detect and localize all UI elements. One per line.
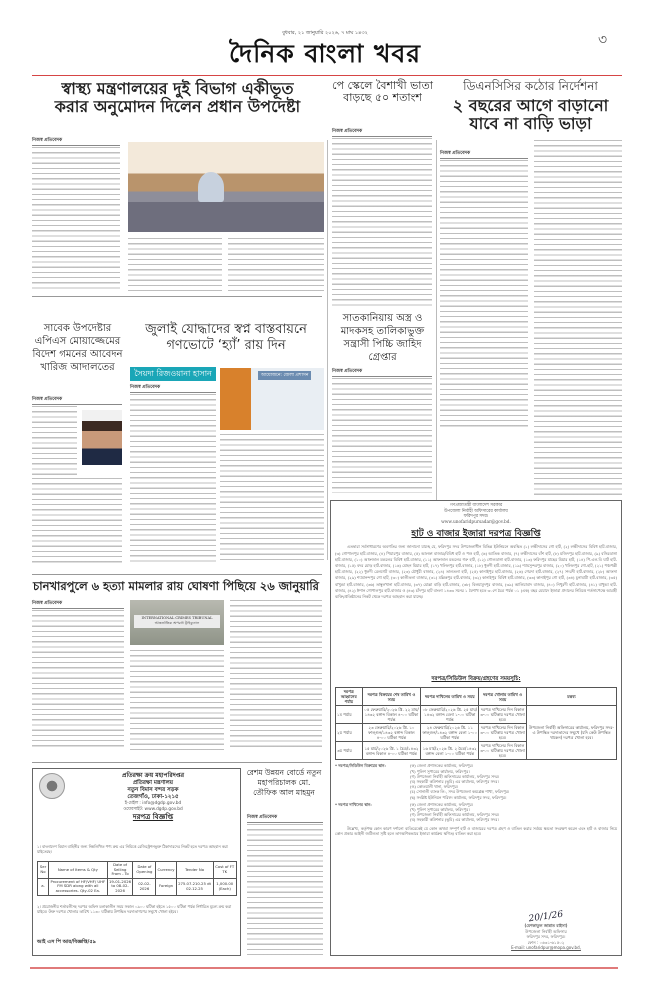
silk-body (247, 824, 323, 956)
schedule-cell: ০৮ ফেব্রুয়ারি/২০২৬ খ্রি. ২৫ মাঘ/১৪৩২ বঙ্গাব্দ বেলা ১-০০ ঘটিকা পর্যন্ত (422, 707, 478, 723)
sale-place-item: (চ) সোনালী ব্যাংক লি:, সদর উপজেলা কমপ্লেক্স শাখা, ফরিদপুর। (410, 789, 510, 795)
sale-places-block (335, 763, 617, 799)
dgdp-tender-ad (32, 768, 241, 956)
dgdp-address2: তেজগাঁও, ঢাকা-১২১৫ (127, 794, 179, 800)
hat-office: উপজেলা নির্বাহী অফিসারের কার্যালয় (444, 508, 508, 514)
sale-place-item: (ছ) সংশ্লিষ্ট ইউনিয়ন পরিষদ কার্যালয়, ফরিদপুর সদর, ফরিদপুর। (410, 794, 507, 800)
lead-headline-line1: স্বাস্থ্য মন্ত্রণালয়ের দুই বিভাগ একীভূত (61, 79, 294, 98)
schedule-header: মন্তব্য (526, 688, 616, 706)
lead-headline[interactable] (30, 80, 325, 115)
sale-place-item: (ঘ) সহকারী কমিশনার (ভূমি) এর কার্যালয়, ফরিদপুর সদর। (410, 778, 499, 784)
july-headline-line2: গণভোটে ‘হ্যাঁ’ রায় দিন (166, 338, 286, 353)
dgdp-table-row (38, 878, 237, 895)
dgdp-ref: আই এস পি আর/বিজ্ঞপ্তি/৫৯ (37, 939, 96, 945)
dgdp-title: দরপত্র বিজ্ঞপ্তি (132, 813, 174, 822)
sale-place-item: (ঙ) কোতয়ালী থানা, ফরিদপুর। (410, 784, 459, 790)
chankharpul-body-col3 (230, 600, 322, 750)
schedule-header: দরপত্র দাখিলের তারিখ ও সময় (421, 688, 479, 706)
sale-place-item: (গ) উপজেলা নির্বাহী অফিসারের কার্যালয়, ফরিদপুর সদর। (410, 773, 500, 779)
tribunal-sign: INTERNATIONAL CRIMES TRIBUNAL আন্তর্জাতিক অপরাধ ট্রাইব্যুনাল (134, 615, 220, 628)
lead-byline: নিজস্ব প্রতিবেদক (32, 137, 120, 146)
dncc-headline[interactable] (438, 97, 623, 132)
sale-place-item: (ক) জেলা প্রশাসকের কার্যালয়, ফরিদপুর। (410, 763, 474, 769)
schedule-table (335, 687, 617, 760)
schedule-cell: ২৪ ফেব্রুয়ারি/২০২৬ খ্রি. ১১ ফাল্গুন/১৪৩২ বঙ্গাব্দ বেলা ১-০০ ঘটিকা পর্যন্ত (422, 725, 478, 741)
photo-banner-text: আয়োজনে: জেলা প্রশাসন (258, 371, 311, 380)
lead-body-col2 (128, 238, 222, 292)
dgdp-para2: ২। প্রয়োজনীয় শর্তাবলীসহ দরপত্র অফিস চলাকালীন সময় সকাল ০৯০০ ঘটিকা হইতে ১৫০০ ঘটিকা পর্যন্ত নির্ধারিত মূল্যে ক্রয় করা যাইবে। উক্ত দরপত্র খোলার তারিখ ১১৩০ ঘটিকায় উপস্থিত দরদাতাগণের সম্মুখে খোলা হইবে। (37, 904, 232, 914)
dgdp-table-header: Ser No (38, 862, 49, 879)
masthead-logo: দৈনিক বাংলা খবর (228, 39, 422, 68)
satkania-byline: নিজস্ব প্রতিবেদক (332, 368, 432, 377)
dgdp-table-cell: a. (38, 878, 49, 895)
signer-title: উপজেলা নির্বাহী অফিসার (525, 928, 567, 934)
signer-name: (মেশকাতুল জান্নাত রাইসা) (524, 923, 568, 929)
dgdp-address1: নতুন বিমান বন্দর সড়ক (127, 787, 179, 793)
dgdp-table-cell: Foreign (156, 878, 176, 895)
column-divider (327, 140, 328, 560)
schedule-cell: দরপত্র দাখিলের দিন বিকাল ৩-০০ ঘটিকায় দরপত্র খোলা হবে। (480, 725, 525, 741)
schedule-header: দরপত্র আহ্বানের পর্যায় (336, 688, 363, 706)
schedule-cell: ১ম পর্যায় (336, 706, 363, 724)
sale-label: * দরপত্র/সিডিউল বিক্রয়ের স্থান: (335, 763, 386, 769)
satkania-headline[interactable]: সাতকানিয়ায় অস্ত্র ও মাদকসহ তালিকাভুক্ত সন্ত্রাসী পিচ্চি জাহিদ গ্রেপ্তার (340, 313, 425, 363)
schedule-cell: ২৩ ফেব্রুয়ারি/২০২৬ খ্রি. ১০ ফাল্গুন/১৪৩২ বঙ্গাব্দ বিকাল ৪-০০ ঘটিকা পর্যন্ত (362, 724, 421, 742)
submit-place-item: (গ) উপজেলা নির্বাহী অফিসারের কার্যালয়, ফরিদপুর সদর। (410, 812, 500, 818)
schedule-cell: ০৫ ফেব্রুয়ারি/২০২৬ খ্রি. ২২ মাঘ/১৪৩২ বঙ্গাব্দ বিকাল ৪-০০ ঘটিকা পর্যন্ত (362, 706, 421, 724)
dgdp-table-header: Date of Selling From - To (107, 862, 133, 879)
tribunal-photo (130, 600, 224, 645)
july-byline: নিজস্ব প্রতিবেদক (130, 384, 216, 393)
dateline: বুধবার, ২১ জানুয়ারি ২০২৬, ৭ মাঘ ১৪৩২ (282, 30, 368, 36)
section-divider (32, 762, 322, 763)
dgdp-table-cell: Procurement of HF/VHF/ UHF FM SDR along with all accessories. Qty-02 Ea. (49, 878, 108, 895)
aps-portrait (82, 410, 122, 465)
lead-body-col3 (228, 238, 324, 292)
dncc-headline-line2: যাবে না বাড়ি ভাড়া (469, 113, 592, 133)
dgdp-table-header: Cost of FT TK (213, 862, 237, 879)
sale-place-item: (খ) পুলিশ সুপারের কার্যালয়, ফরিদপুর। (410, 768, 470, 774)
dgdp-table-header: Name of Items & Qty (49, 862, 108, 879)
hat-note: উল্লেখ্য, কর্তৃপক্ষ কোন কারণ দর্শানো ব্যতিরেকেই যে কোন অথবা সম্পূর্ণ হাট ও বাজারের দরপত্র গ্রহণ ও বাতিল করার সর্বময় ক্ষমতা সংরক্ষণ করেন এবং হাট ও বাজার নিয়ে কোন প্রকার আইনী জটিলতা সৃষ্টি হলে তাৎক্ষণিকভাবে ইজারা কার্যক্রম স্থগিত/ বাতিল করা হবে। (335, 825, 617, 837)
bottom-rule (30, 967, 618, 969)
schedule-header: দরপত্র খোলার তারিখ ও সময় (479, 688, 527, 706)
boishakhi-byline: নিজস্ব প্রতিবেদক (332, 128, 432, 137)
schedule-header: দরপত্র বিক্রয়ের শেষ তারিখ ও সময় (362, 688, 421, 706)
dgdp-emblem-icon (39, 773, 65, 799)
schedule-cell: ১৬ মার্চ/২০২৬ খ্রি. ২ চৈত্র/১৪৩২ বঙ্গাব্দ বেলা ১-০০ ঘটিকা পর্যন্ত (421, 742, 479, 760)
dgdp-table-cell: 02-02-2026 (133, 878, 156, 895)
satkania-body (332, 378, 432, 493)
schedule-title: দরপত্র/সিডিউল বিক্রয়/গ্রহণের সময়সূচি: (431, 676, 521, 683)
submit-place-item: (খ) পুলিশ সুপারের কার্যালয়, ফরিদপুর। (410, 807, 470, 812)
dgdp-table-header: Currency (156, 862, 176, 879)
dgdp-table-header: Date of Opening (133, 862, 156, 879)
aps-body (32, 478, 122, 563)
hat-title: হাট ও বাজার ইজারা দরপত্র বিজ্ঞপ্তি (411, 529, 541, 540)
schedule-cell: ২য় পর্যায় (336, 724, 363, 742)
july-photo (220, 368, 324, 430)
boishakhi-headline[interactable]: পে স্কেলে বৈশাখী ভাতা বাড়ছে ৫০ শতাংশ (332, 79, 433, 105)
chankharpul-body-col2 (130, 650, 224, 750)
masthead-rule (32, 75, 622, 76)
chankharpul-byline: নিজস্ব প্রতিবেদক (32, 600, 124, 609)
dncc-kicker: ডিএনসিসির কঠোর নির্দেশনা (463, 79, 598, 93)
july-body-col2 (220, 434, 324, 564)
aps-headline[interactable]: সাবেক উপদেষ্টার এপিএস মোয়াজ্জেমের বিদেশ গমনের আবেদন খারিজ আদালতের (32, 323, 123, 373)
photo-person (198, 172, 224, 202)
submit-place-item: (ঘ) সহকারী কমিশনার (ভূমি) এর কার্যালয়, ফরিদপুর সদর। (410, 817, 499, 823)
lead-headline-line2: করার অনুমোদন দিলেন প্রধান উপদেষ্টা (54, 96, 301, 116)
july-headline-line1: জুলাই যোদ্ধাদের স্বপ্ন বাস্তবায়নে (145, 322, 307, 337)
signer-phone: ফোন : ০৬৩১-৬১৫০২ (527, 939, 565, 945)
hat-place: ফরিদপুর সদর। (463, 514, 489, 520)
signature: 20/1/26 (528, 909, 564, 925)
aps-body-wrap (32, 406, 77, 476)
dgdp-table-cell: 19-01-2026 to 08-02-2026 (107, 878, 133, 895)
submit-label: * দরপত্র দাখিলের স্থান: (335, 801, 372, 807)
dgdp-website[interactable]: ওয়েবসাইট: www.dgdp.gov.bd (123, 806, 183, 812)
hat-bazar-tender-ad (330, 500, 622, 956)
dncc-headline-line1: ২ বছরের আগে বাড়ানো (452, 96, 609, 115)
dgdp-org: প্রতিরক্ষা ক্রয় মহাপরিদপ্তর (121, 772, 185, 779)
section-divider (32, 296, 322, 297)
silk-headline[interactable]: রেশম উন্নয়ন বোর্ডে নতুন মহাপরিচালক মো. তৌফিক আল মাহমুন (246, 768, 322, 797)
silk-byline: নিজস্ব প্রতিবেদক (247, 814, 323, 823)
dgdp-table-header: Tender No (176, 862, 213, 879)
boishakhi-body (332, 138, 432, 308)
dncc-byline: নিজস্ব প্রতিবেদক (440, 150, 528, 159)
schedule-cell: ১৫ মার্চ/২০২৬ খ্রি. ১ চৈত্র/১৪৩২ বঙ্গাব্দ বিকাল ৪-০০ ঘটিকা পর্যন্ত (362, 742, 421, 760)
lead-photo (128, 142, 324, 232)
page-number: ৩ (598, 32, 608, 48)
dgdp-table-cell: 1,000.00 (Each) (213, 878, 237, 895)
author-banner: সৈয়দা রিজওয়ানা হাসান (130, 367, 216, 381)
chankharpul-headline[interactable]: চানখারপুলে ৬ হত্যা মামলার রায় ঘোষণা পিছিয়ে ২৬ জানুয়ারি (33, 579, 319, 593)
schedule-cell: দরপত্র দাখিলের দিন বিকাল ৩-০০ ঘটিকায় দরপত্র খোলা হবে। (480, 743, 525, 759)
submit-places-block (335, 802, 617, 823)
aps-byline: নিজস্ব প্রতিবেদক (32, 396, 122, 405)
dgdp-email[interactable]: ই-মেইল : info@dgdp.gov.bd (124, 801, 182, 806)
lead-body-col1 (32, 147, 120, 292)
schedule-remark: উপজেলা নির্বাহী অফিসারের কার্যালয়, ফরিদপুর সদর-এ উপস্থিত দরদাতাদের সম্মুখে (যদি কেউ উপস্থিত থাকেন) দরপত্র খোলা হবে। (526, 706, 616, 760)
july-headline[interactable] (128, 322, 324, 354)
submit-place-item: (ক) জেলা প্রশাসকের কার্যালয়, ফরিদপুর। (410, 801, 474, 807)
schedule-row (336, 706, 617, 724)
july-body-col1 (130, 394, 216, 564)
dgdp-ministry: প্রতিরক্ষা মন্ত্রণালয় (133, 780, 173, 786)
section-divider (32, 574, 322, 575)
hat-body: এতদ্বারা সর্বসাধারণের অবগতির জন্য জানানো যাচ্ছে যে, ফরিদপুর সদর উপজেলাধীন বিভিন্ন ইউনিয়নে অবস্থিত (১) লক্ষীদাসের গো হাট, (২) লক্ষীদাসের বিবিধ হাট-বাজার, (৩) গোপালপুর হাট-বাজার, (৪) পিয়ারপুর বাজার, (৫) আলফা বাজার/বিবিধ হাট ও পশু হাট, (৬) আতিক বাজার, (৭) লক্ষীদাসের বাঁশ হাট, (৮) মজিদপুর হাট-বাজার, (৯) বসিরডাঙ্গা হাট-বাজার, (১০) আফজাল মন্ডলের বিবিধ হাট-বাজার, (১১) আফজাল মন্ডলের গরু হাট, (১২) গোলডাঙ্গা হাট-বাজার, (১৩) ফরিদপুর মাছের মিয়ার হাট, (১৪) পি.এল.বি ঘাট হাট-বাজার, (১৫) বদর মোড় হাট-বাজার, (১৬) মোহন মিয়ার হাট, (১৭) খলিলপুর হাট-বাজার, (১৮) ধুলদী হাট-বাজার, (১৯) শ্যামসুন্দরপুর বাজার, (২০) খলিলপুর গো-হাট, (২১) পঞ্চপল্লী হাট-বাজার, (২২) ধুলদী রেলগেট বাজার, (২৩) চৌধুরী বাজার, (২৪) তালতলা হাট, (২৫) কানাইপুর হাট-বাজার, (২৬) গেরদা হাট-বাজার, (২৭) সদরদী হাট-বাজার, (২৮) আফসা বাজার, (২৯) শ্যামানন্দপুর গো হাট, (৩০) কালীতলা বাজার, (৩১) মল্লিকপুর হাট-বাজার, (৩২) কানাইপুর বিবিধ হাট-বাজার, (৩৩) কানাইপুর গো হাট, (৩৪) চুনাঘাটা হাট-বাজার, (৩৫) বাখুন্ডা হাট-বাজার, (৩৬) তাম্বুলখানা হাট-বাজার, (৩৭) মোল্লা বাড়ি হাট-বাজার, (৩৮) বিলমামুদপুর বাজার, (৩৯) আলিয়াবাদ বাজার, (৪০) নিখুরদী হাট-বাজার, (৪১) বাখুন্ডা হাট-বাজার, (৪২) ঈশান গোপালপুর হাট-বাজার ও (৪৩) চাঁদপুর হাট বাংলা ১৪৩৩ সনের ১ বৈশাখ হতে ৩০শে চৈত্র পর্যন্ত ০১ (এক) বছর মেয়াদে ইজারা প্রদানের নিমিত্তে শর্তসাপেক্ষে আগ্রহী ব্যক্তি/প্রতিষ্ঠানের নিকট থেকে দরপত্র আহবান করা যাচ্ছে। (335, 544, 617, 599)
dncc-body-col1 (440, 160, 528, 430)
dgdp-para1: ১। বাংলাদেশ বিমান বাহিনীর জন্য নিম্নলিখিত পণ্য ক্রয় এর নিমিত্তে রেজিস্ট্রেশনভুক্ত ঠিকাদারদের নিকট হতে দরপত্র আহবান করা যাইতেছে। (37, 844, 228, 854)
dgdp-table-cell: 275.07.210.25 dt 02.12.25 (176, 878, 213, 895)
hat-govt: গণপ্রজাতন্ত্রী বাংলাদেশ সরকার (449, 503, 503, 508)
signer-place: ফরিদপুর সদর, ফরিদপুর। (526, 934, 566, 940)
dncc-body-col2 (534, 140, 622, 495)
dgdp-table (37, 861, 237, 896)
schedule-cell: ৩য় পর্যায় (336, 742, 363, 760)
signer-email[interactable]: E-mail: unofaridpur@mopa.gov.bd, (511, 945, 581, 951)
schedule-cell: দরপত্র দাখিলের দিন বিকাল ৩-০০ ঘটিকায় দরপত্র খোলা হবে। (480, 707, 525, 723)
chankharpul-body-col1 (32, 610, 124, 750)
hat-website[interactable]: www.unofaridpursadar@gov.bd. (441, 519, 511, 525)
photo-table (128, 202, 324, 232)
column-divider (436, 140, 437, 500)
